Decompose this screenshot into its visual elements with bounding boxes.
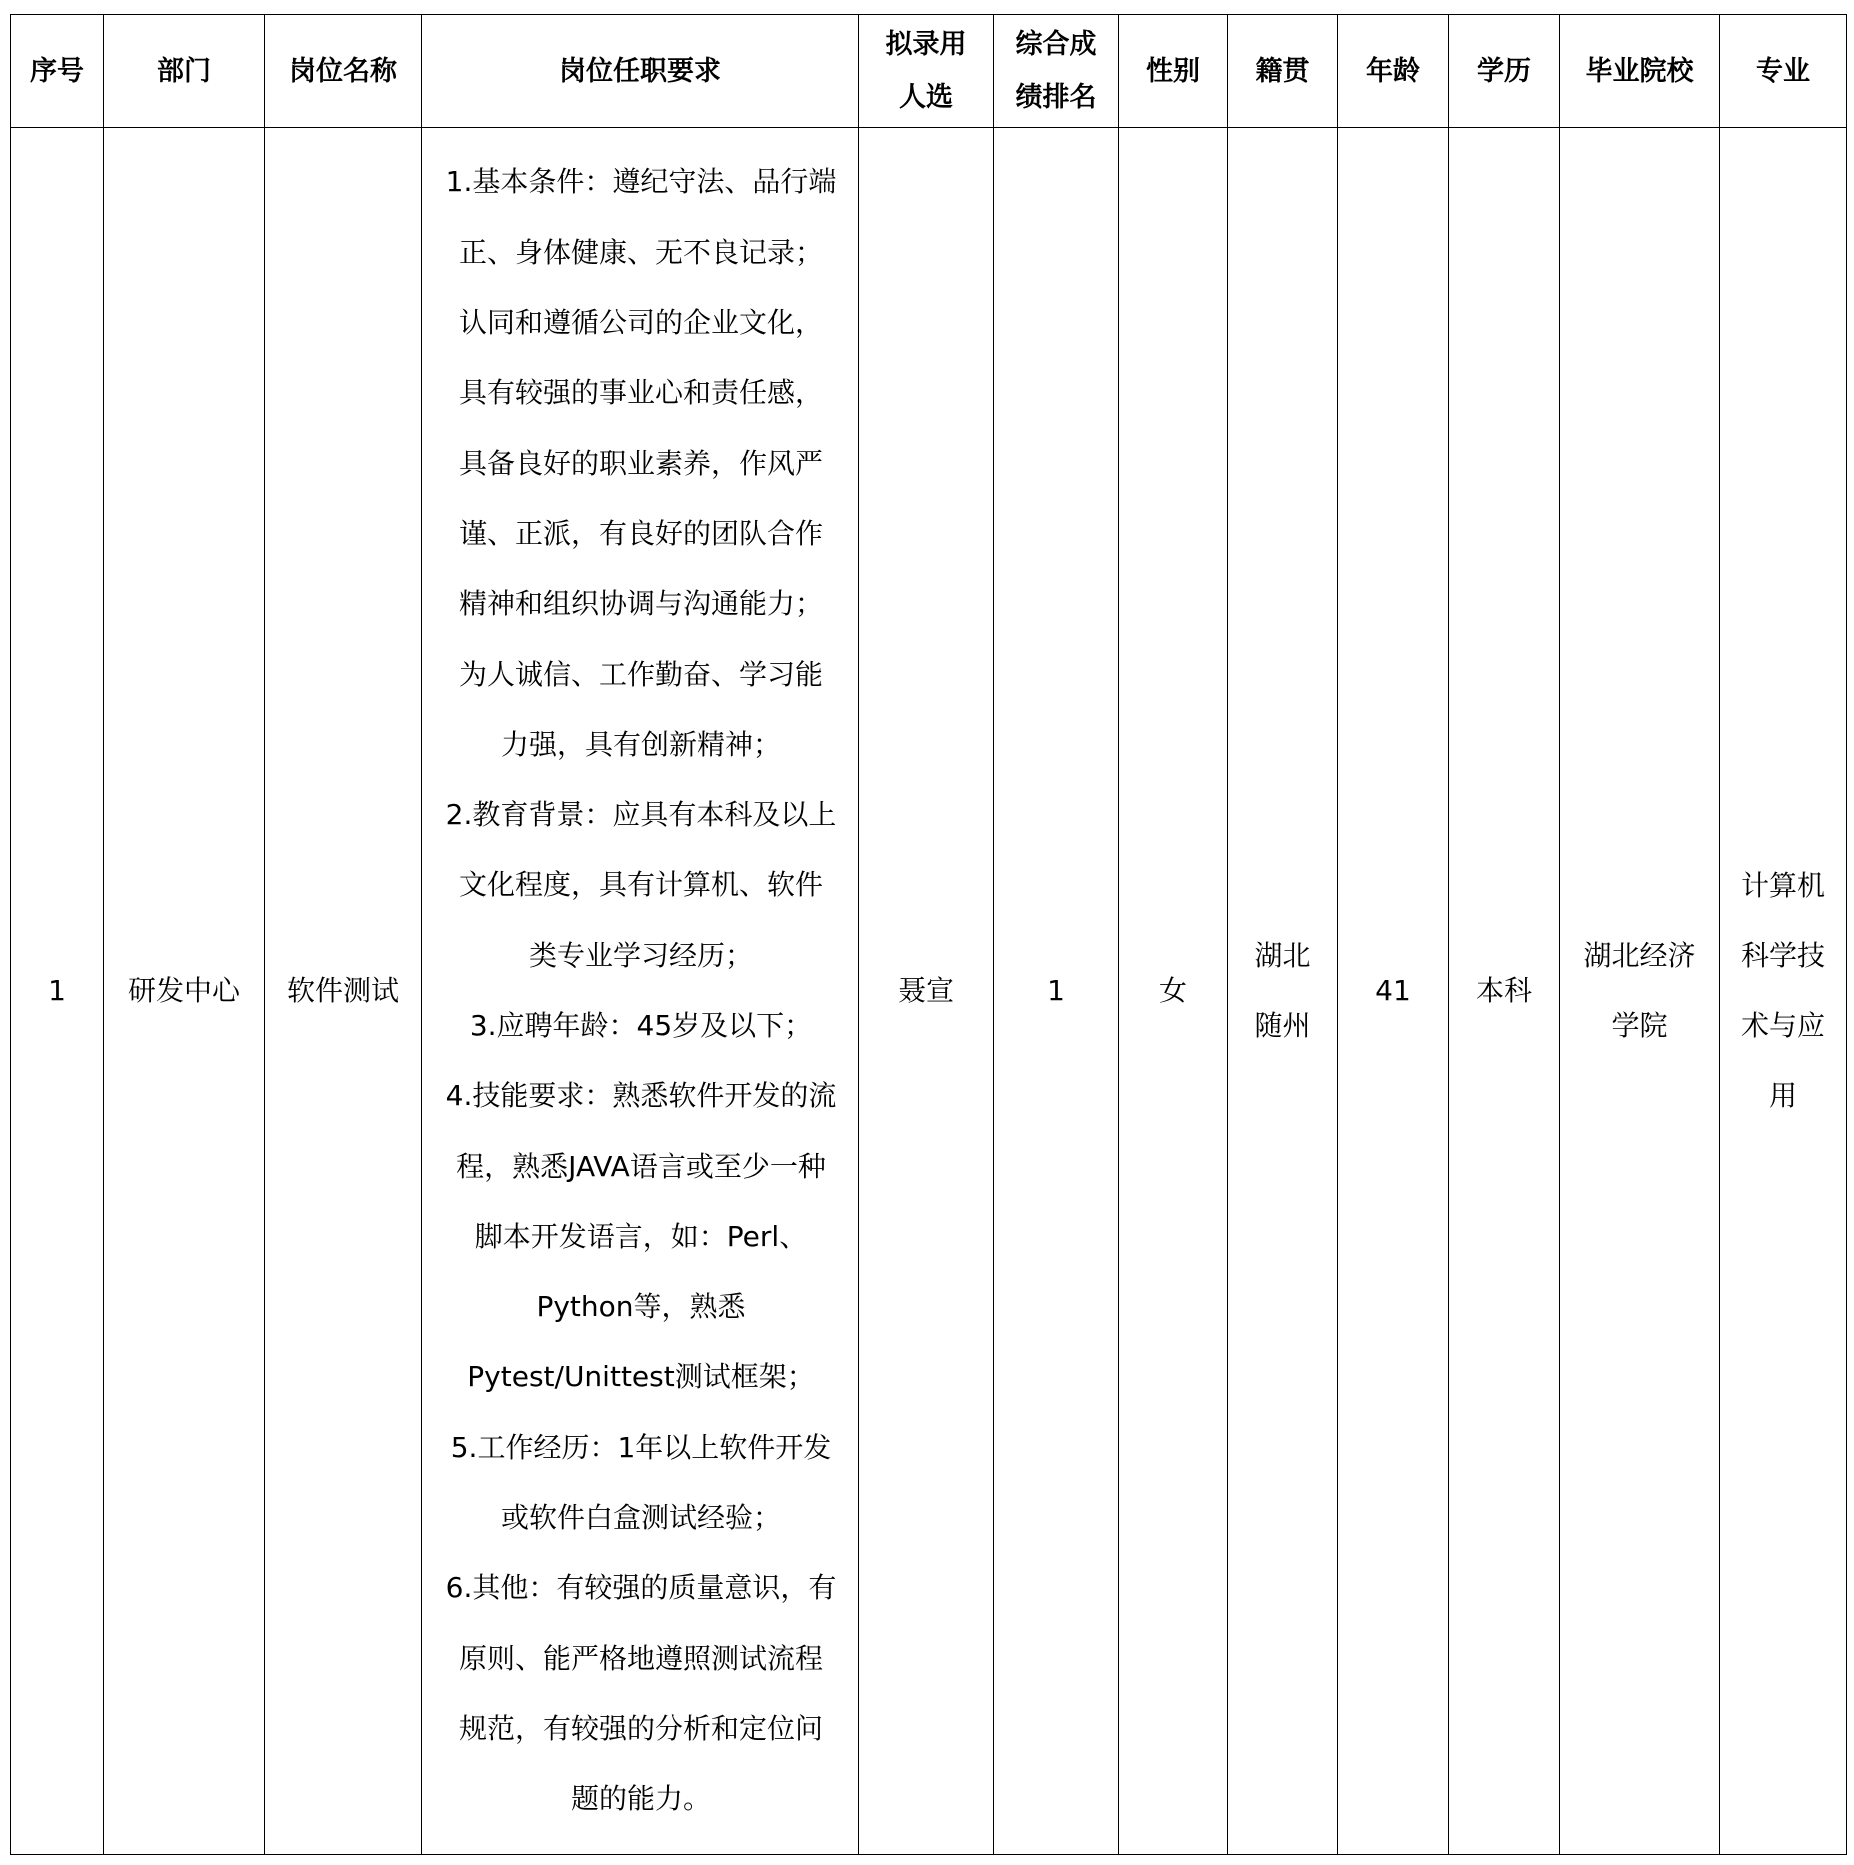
header-candidate: 拟录用人选 xyxy=(859,15,994,128)
cell-hometown: 湖北随州 xyxy=(1228,128,1338,1855)
header-hometown: 籍贯 xyxy=(1228,15,1338,128)
cell-major: 计算机科学技术与应用 xyxy=(1720,128,1847,1855)
cell-dept: 研发中心 xyxy=(104,128,265,1855)
header-row xyxy=(11,15,1847,128)
header-seq: 序号 xyxy=(11,15,104,128)
header-school: 毕业院校 xyxy=(1560,15,1720,128)
header-education: 学历 xyxy=(1449,15,1560,128)
header-requirements: 岗位任职要求 xyxy=(422,15,859,128)
cell-seq: 1 xyxy=(11,128,104,1855)
header-rank: 综合成绩排名 xyxy=(994,15,1119,128)
employment-roster-table xyxy=(10,14,1847,1855)
cell-requirements xyxy=(422,128,859,1855)
header-age: 年龄 xyxy=(1338,15,1449,128)
cell-position: 软件测试 xyxy=(265,128,422,1855)
table-row xyxy=(11,128,1847,1855)
cell-rank: 1 xyxy=(994,128,1119,1855)
header-position: 岗位名称 xyxy=(265,15,422,128)
requirements-text: 1.基本条件：遵纪守法、品行端 正、身体健康、无不良记录； 认同和遵循公司的企业文化， 具有较强的事业心和责任感， 具备良好的职业素养，作风严 谨、正派，有良好的团队合作 精神和组织协调与沟通能力； 为人诚信、工作勤奋、学习能 力强，具有创新精神； 2.教育背景：应具有本科及以上 文化程度，具有计算机、软件 类专业学习经历； 3.应聘年龄：45岁及以下； 4.技能要求：熟悉软件开发的流 程，熟悉JAVA语言或至少一种 脚本开发语言，如：Perl、 Python等，熟悉 Pytest/Unittest测试框架； 5.工作经历：1年以上软件开发 或软件白盒测试经验； 6.其他：有较强的质量意识，有 原则、能严格地遵照测试流程 规范，有较强的分析和定位问 题的能力。 xyxy=(445,165,837,1816)
header-dept: 部门 xyxy=(104,15,265,128)
cell-gender: 女 xyxy=(1119,128,1228,1855)
cell-age: 41 xyxy=(1338,128,1449,1855)
header-major: 专业 xyxy=(1720,15,1847,128)
cell-candidate: 聂宣 xyxy=(859,128,994,1855)
cell-school: 湖北经济学院 xyxy=(1560,128,1720,1855)
cell-education: 本科 xyxy=(1449,128,1560,1855)
header-gender: 性别 xyxy=(1119,15,1228,128)
